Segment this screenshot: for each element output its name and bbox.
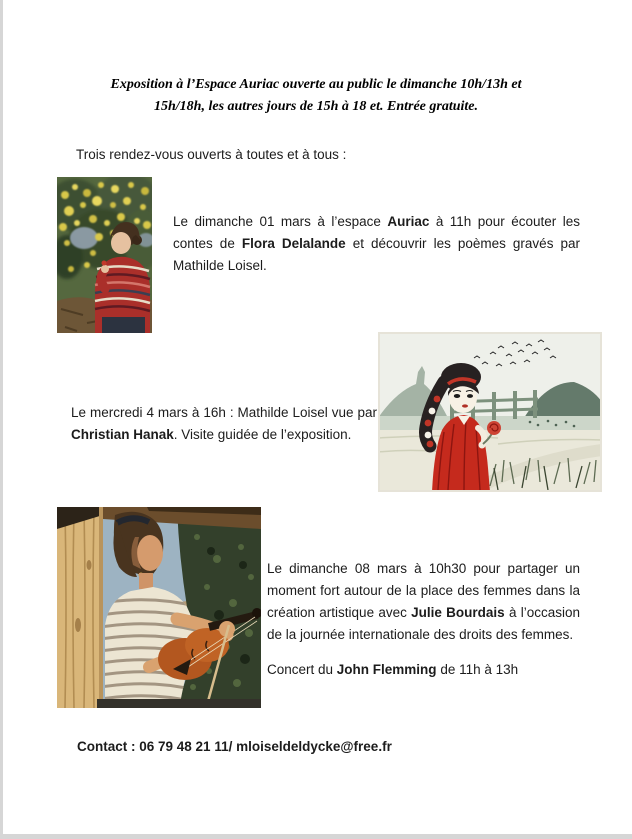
contact-line: Contact : 06 79 48 21 11/ mloiseldeldycke@free.fr (77, 739, 392, 754)
event-1-text: et découvrir les poèmes gravés par Mathilde Loisel. (173, 236, 580, 273)
title-line-1: Exposition à l’Espace Auriac ouverte au public le dimanche 10h/13h et (110, 77, 522, 92)
event-1-text: Le dimanche 01 mars à l’espace (173, 214, 388, 229)
etching-art (378, 332, 602, 492)
photo-violin-art (57, 507, 261, 708)
event-1-bold-place: Auriac (387, 214, 430, 229)
title-line-2: 15h/18h, les autres jours de 15h à 18 et. Entrée gratuite. (154, 99, 478, 114)
event-2-text: Le mercredi 4 mars à 16h : Mathilde Loisel vue par (71, 405, 377, 420)
event-3-text: à l’occasion de la journée internationale des droits des femmes. (267, 605, 580, 642)
event-2-bold-name: Christian Hanak (71, 427, 174, 442)
concert-text: Concert du (267, 662, 337, 677)
event-2-text: . Visite guidée de l’exposition. (173, 427, 352, 442)
concert-text: de 11h à 13h (436, 662, 519, 677)
wood-beam (57, 507, 103, 708)
photo-mimosa (57, 177, 152, 333)
event-3-paragraph (267, 558, 580, 646)
event-1-paragraph (173, 211, 580, 277)
event-1-bold-name: Flora Delalande (241, 236, 346, 251)
page-edge-left (0, 0, 3, 839)
event-2-paragraph (71, 402, 377, 446)
photo-mimosa-art (57, 177, 152, 333)
page-edge-bottom (0, 834, 632, 839)
concert-line (267, 659, 518, 681)
event-3-bold-name: Julie Bourdais (411, 605, 505, 620)
concert-bold-name: John Flemming (336, 662, 437, 677)
intro-line: Trois rendez-vous ouverts à toutes et à tous : (76, 147, 347, 162)
document-title (0, 74, 632, 118)
event-1-text: à 11h pour écouter les contes de (173, 214, 580, 251)
photo-violin (57, 507, 261, 708)
event-3-text: Le dimanche 08 mars à 10h30 pour partager un moment fort autour de la place des femmes dans la création artistique avec (267, 561, 580, 620)
etching-girl-rose (378, 332, 602, 492)
